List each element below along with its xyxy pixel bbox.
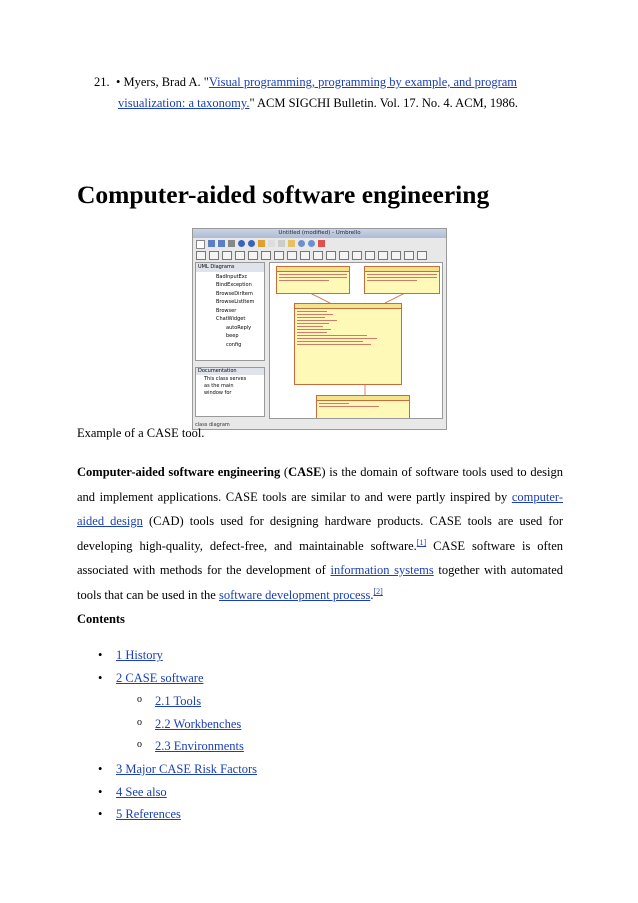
term-bold: Computer-aided software engineering — [77, 465, 281, 479]
figure-doc-header: Documentation — [196, 368, 264, 375]
toc-link-history[interactable]: 1 History — [116, 648, 163, 662]
citation-link-1[interactable]: [1] — [416, 537, 427, 547]
para-text: . — [370, 587, 374, 602]
figure-doc-line: as the main — [204, 383, 234, 389]
figure-window-title: Untitled (modified) - Umbrello — [193, 229, 446, 238]
figure-documentation-panel — [195, 367, 265, 417]
case-tool-screenshot — [192, 228, 447, 430]
figure-tree-item: ChatWidget — [216, 316, 246, 322]
para-text: CASE software is often associated with methods for the development of — [77, 538, 563, 578]
figure-doc-line: This class serves — [204, 376, 247, 382]
toc-link-risk-factors[interactable]: 3 Major CASE Risk Factors — [116, 762, 257, 776]
figure-toolbar — [193, 238, 446, 251]
toc-link-references[interactable]: 5 References — [116, 807, 181, 821]
reference-details: " ACM SIGCHI Bulletin. Vol. 17. No. 4. ACM, 1986. — [249, 96, 519, 110]
citation-link-2[interactable]: [2] — [373, 586, 383, 596]
toc-link-workbenches[interactable]: 2.2 Workbenches — [155, 717, 242, 731]
contents-heading: Contents — [77, 612, 125, 626]
toc-item — [98, 762, 257, 777]
figure-tree-item: Browser — [216, 307, 237, 314]
abbr-bold: CASE — [288, 465, 322, 479]
figure-status-text: class diagram — [195, 422, 230, 428]
toc-link-see-also[interactable]: 4 See also — [116, 785, 167, 799]
figure-toolbar-2 — [193, 251, 446, 261]
figure-tree-item: autoReply — [226, 324, 252, 331]
intro-paragraph — [77, 460, 563, 608]
circle-bullet-icon: o — [137, 717, 142, 728]
page-title: Computer-aided software engineering — [77, 180, 490, 209]
figure-tree-view — [195, 262, 265, 361]
uml-class-box — [294, 303, 402, 385]
figure-caption: Example of a CASE tool. — [77, 426, 205, 440]
link-computer-aided-design[interactable]: computer-aided design — [77, 489, 563, 529]
circle-bullet-icon: o — [137, 694, 142, 705]
toc-item — [98, 671, 204, 686]
uml-class-box — [276, 266, 350, 294]
reference-number: 21. — [94, 75, 110, 89]
toc-item — [137, 739, 244, 754]
reference-bullet: • — [116, 75, 121, 89]
toc-item — [137, 717, 242, 732]
figure-left-panel — [195, 262, 265, 420]
figure-tree-item: config — [226, 341, 242, 348]
link-software-development-process[interactable]: software development process — [218, 587, 371, 602]
figure-diagram-canvas — [269, 262, 443, 419]
toc-link-tools[interactable]: 2.1 Tools — [155, 694, 202, 708]
bullet-icon: • — [98, 648, 103, 662]
figure-tree-item: BadInputExc — [216, 273, 248, 280]
reference-link[interactable]: Visual programming, programming by example, and program — [208, 75, 518, 89]
figure-tree-item: beep — [226, 333, 239, 339]
toc-link-case-software[interactable]: 2 CASE software — [116, 671, 204, 685]
toc-item — [98, 785, 167, 800]
para-text: ) is the domain of software tools used to design and implement applications. CASE tools are similar to and were partly inspired by — [77, 465, 563, 504]
bullet-icon: • — [98, 785, 103, 799]
reference-author: Myers, Brad A. " — [123, 75, 209, 89]
link-information-systems[interactable]: information systems — [330, 563, 434, 578]
para-text: together with automated tools that can be used in the — [77, 563, 563, 602]
figure-doc-line: window for — [204, 390, 232, 396]
reference-entry — [94, 72, 564, 114]
figure-tree-item: BindException — [216, 282, 252, 288]
bullet-icon: • — [98, 807, 103, 821]
uml-class-box — [364, 266, 440, 294]
toc-link-environments[interactable]: 2.3 Environments — [155, 739, 244, 753]
toc-item — [98, 648, 163, 663]
figure-tree-item: BrowseDirItem — [216, 290, 253, 297]
reference-link-cont[interactable]: visualization: a taxonomy. — [118, 96, 250, 110]
para-text: (CAD) tools used for designing hardware products. CASE tools are used for developing high-quality, defect-free, and maintainable software. — [77, 514, 563, 553]
circle-bullet-icon: o — [137, 739, 142, 750]
uml-class-box — [316, 395, 410, 419]
bullet-icon: • — [98, 671, 103, 685]
bullet-icon: • — [98, 762, 103, 776]
figure-tree-header: UML Diagrams — [196, 263, 264, 272]
para-text: ( — [280, 465, 289, 479]
figure-tree-item: BrowseListItem — [216, 299, 255, 305]
toc-item — [137, 694, 202, 709]
toc-item — [98, 807, 181, 822]
